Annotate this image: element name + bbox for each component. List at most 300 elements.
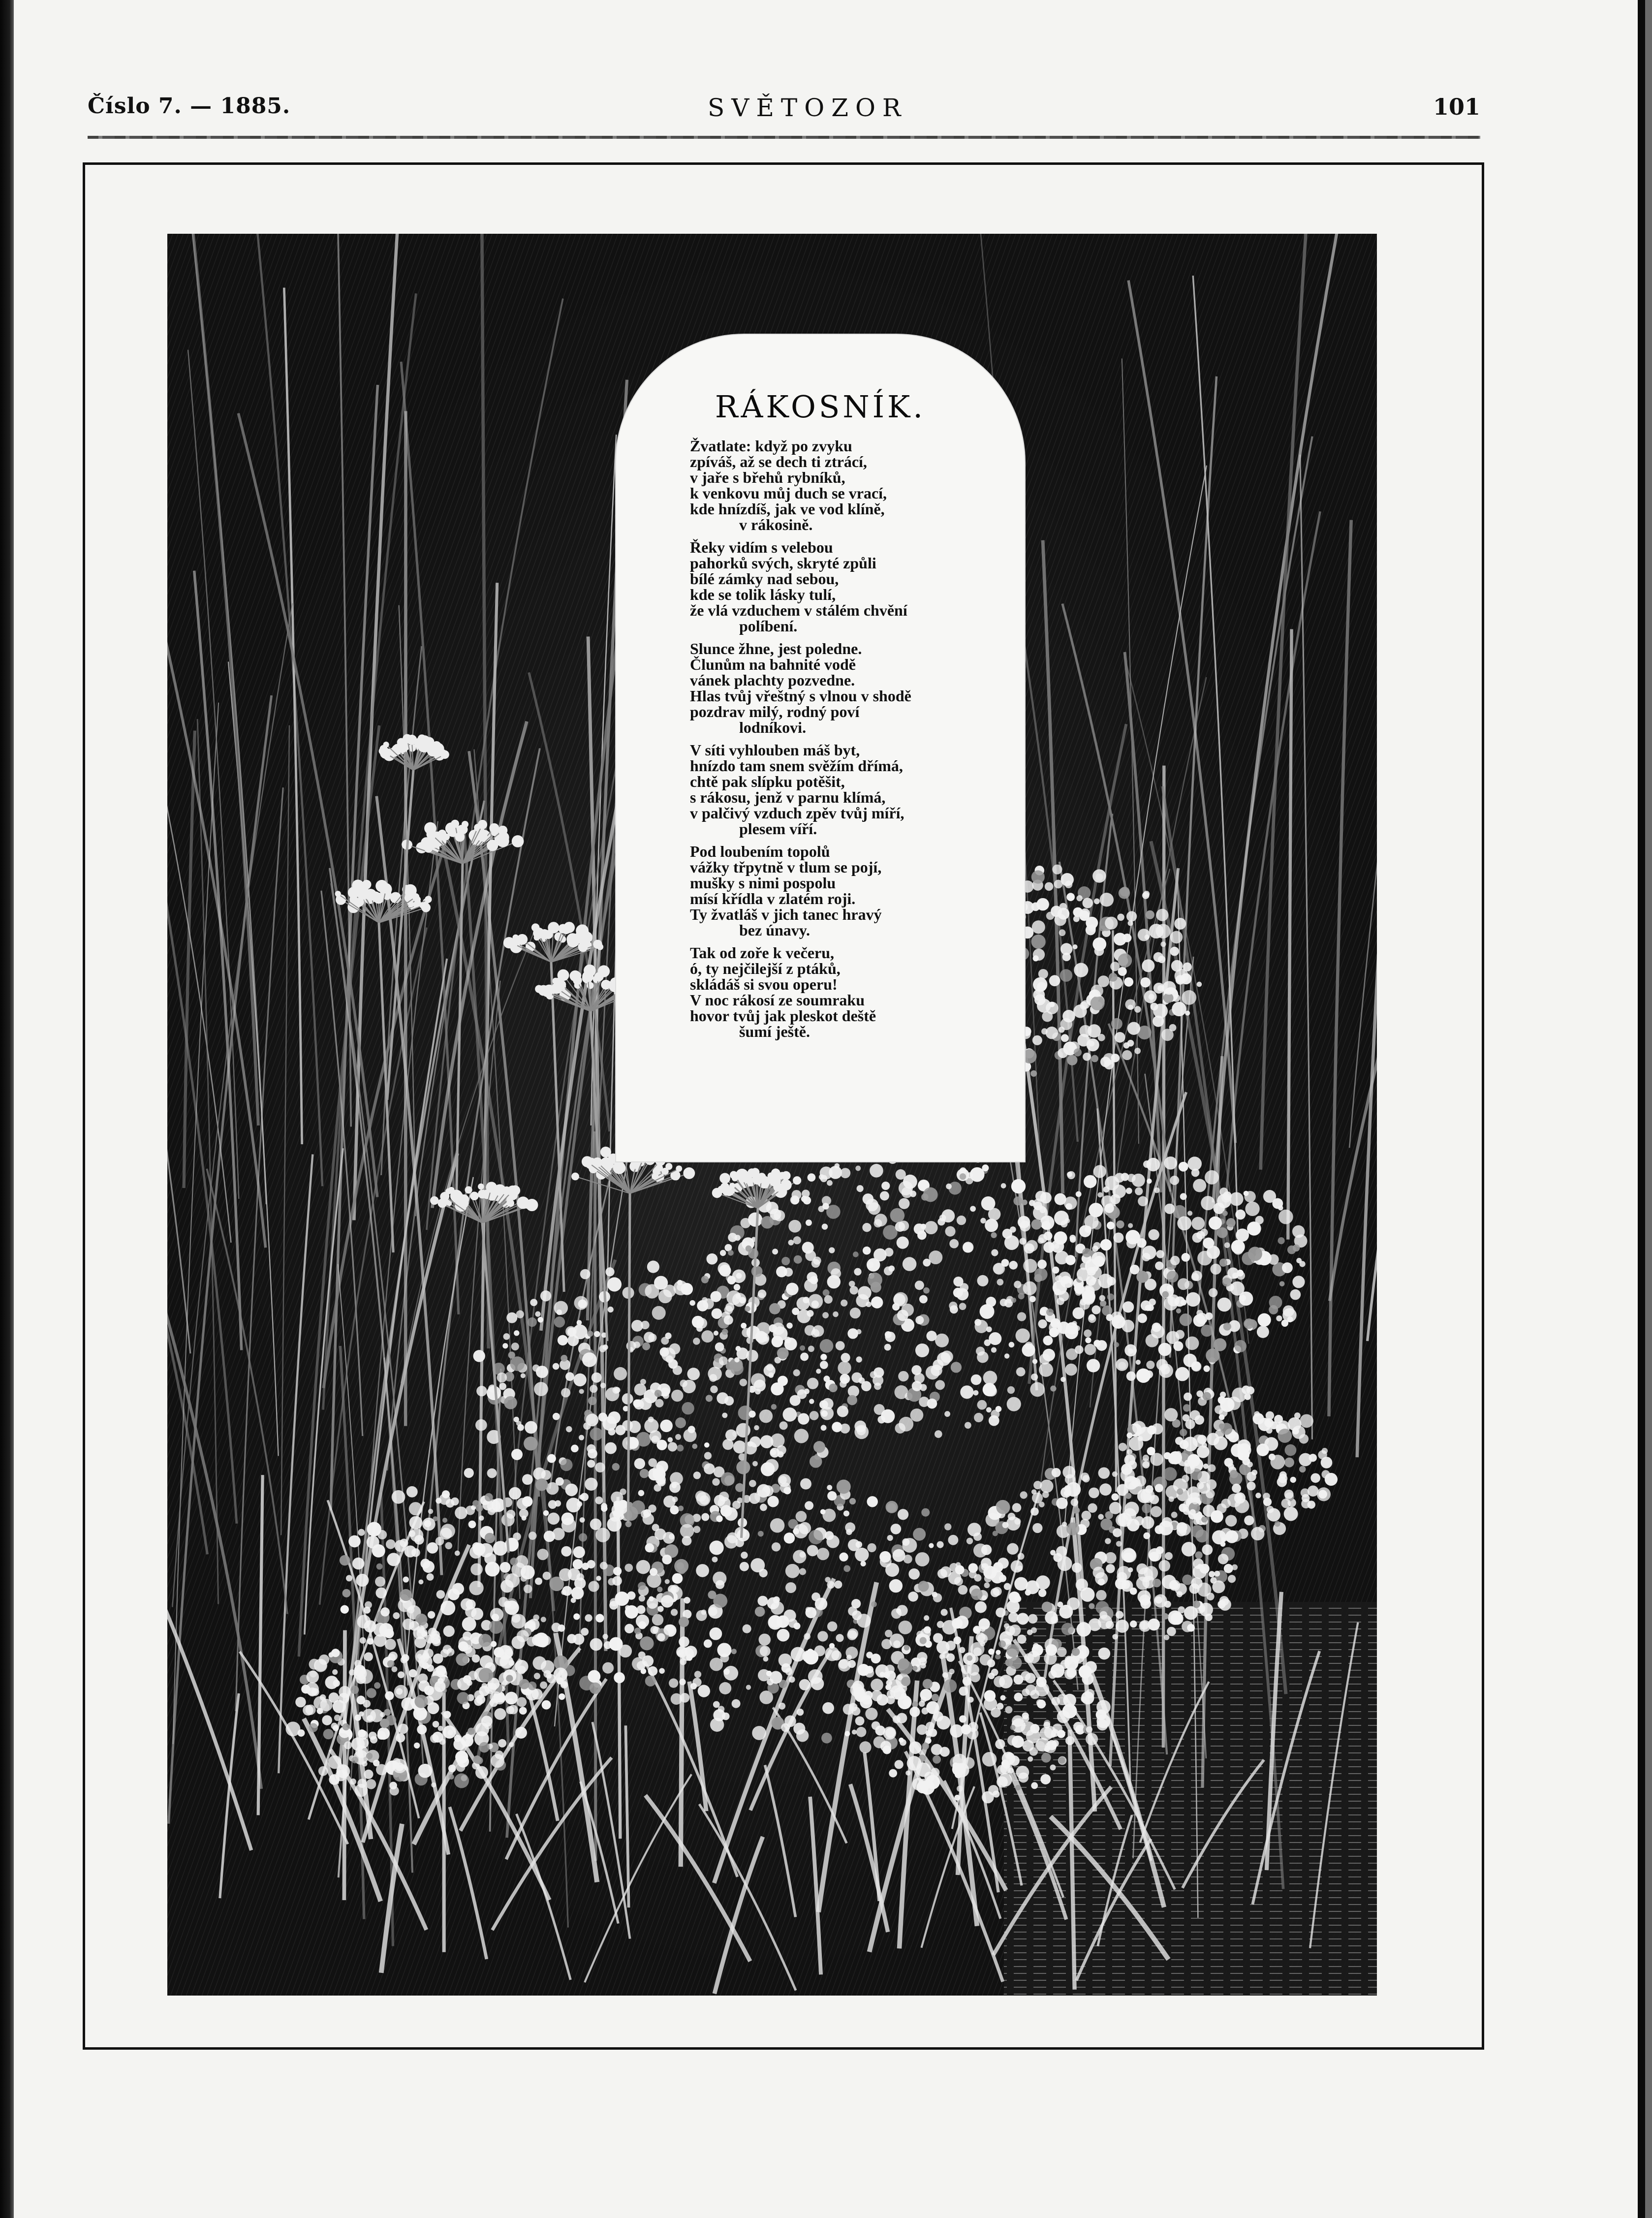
- blossom: [839, 1659, 848, 1669]
- blossom: [344, 1741, 352, 1749]
- blossom: [1162, 981, 1176, 995]
- blossom: [1106, 1314, 1113, 1321]
- blossom: [1245, 1191, 1256, 1202]
- blossom: [1146, 910, 1154, 919]
- blossom: [746, 1246, 752, 1252]
- blossom: [925, 1221, 938, 1234]
- umbel-floret: [613, 1161, 626, 1174]
- blossom: [541, 1617, 546, 1622]
- blossom: [1037, 1259, 1047, 1269]
- blossom: [754, 1425, 759, 1430]
- blossom: [961, 1724, 971, 1735]
- blossom: [998, 1773, 1012, 1787]
- blossom: [1081, 1511, 1091, 1521]
- blossom: [648, 1666, 658, 1676]
- blossom: [1100, 893, 1114, 906]
- blossom: [1184, 1606, 1198, 1620]
- blossom: [1147, 1179, 1152, 1184]
- blossom: [1076, 1579, 1088, 1591]
- blossom: [1258, 1313, 1271, 1327]
- blossom: [1060, 903, 1067, 910]
- blossom: [1127, 1040, 1134, 1047]
- blossom: [822, 1223, 828, 1229]
- blossom: [1245, 1202, 1259, 1216]
- blossom: [511, 1343, 519, 1350]
- blossom: [987, 1659, 995, 1667]
- blossom: [1176, 1309, 1181, 1313]
- blossom: [821, 1425, 827, 1431]
- blossom: [655, 1399, 663, 1407]
- blossom: [1228, 1463, 1234, 1469]
- blossom: [1170, 931, 1183, 944]
- umbel-floret: [561, 924, 571, 934]
- blossom: [1060, 873, 1074, 886]
- blossom: [517, 1666, 526, 1674]
- blossom: [1069, 1235, 1076, 1241]
- blossom: [573, 1613, 580, 1620]
- blossom: [1299, 1466, 1306, 1472]
- blossom: [1158, 1560, 1170, 1572]
- blossom: [640, 1469, 649, 1478]
- blossom: [1059, 1757, 1065, 1763]
- blossom: [636, 1560, 651, 1574]
- blossom: [720, 1250, 726, 1256]
- umbel-floret: [781, 1171, 790, 1180]
- blossom: [997, 1279, 1004, 1285]
- blossom: [758, 1289, 767, 1298]
- blossom: [1237, 1439, 1251, 1453]
- blossom: [912, 1778, 925, 1790]
- blossom: [1164, 1204, 1175, 1214]
- blossom: [1052, 1267, 1059, 1274]
- blossom: [317, 1708, 323, 1714]
- blossom: [1149, 924, 1164, 938]
- blossom: [1142, 1461, 1150, 1468]
- blossom: [936, 1716, 950, 1729]
- blossom: [945, 1226, 955, 1237]
- blossom: [582, 1562, 589, 1570]
- blossom: [704, 1452, 712, 1459]
- blossom: [668, 1437, 673, 1442]
- blossom: [1173, 1341, 1183, 1351]
- blossom: [553, 1363, 560, 1370]
- blossom: [519, 1679, 530, 1689]
- blossom: [996, 1500, 1010, 1514]
- blossom: [831, 1650, 842, 1660]
- umbel-floret: [420, 902, 426, 908]
- umbel-floret: [440, 750, 449, 759]
- blossom: [1164, 1601, 1171, 1608]
- blossom: [988, 1649, 994, 1655]
- blossom: [800, 1478, 811, 1490]
- blossom: [884, 1344, 891, 1351]
- blossom: [1170, 1176, 1179, 1185]
- blossom: [607, 1277, 622, 1291]
- blossom: [696, 1564, 709, 1577]
- blossom: [509, 1487, 521, 1499]
- blossom: [386, 1715, 396, 1725]
- blossom: [793, 1528, 799, 1534]
- blossom: [608, 1428, 616, 1436]
- blossom: [355, 1746, 368, 1758]
- blossom: [935, 1430, 942, 1438]
- blossom: [1186, 1292, 1200, 1307]
- blossom: [901, 1677, 910, 1686]
- blossom: [922, 1743, 929, 1750]
- blossom: [1136, 1577, 1150, 1590]
- blossom: [331, 1649, 340, 1657]
- blossom: [902, 1538, 917, 1553]
- blossom: [1219, 1258, 1227, 1266]
- blossom: [820, 1339, 834, 1353]
- umbel-floret: [542, 986, 553, 997]
- blossom: [850, 1308, 861, 1318]
- blossom: [1138, 1313, 1147, 1323]
- blossom: [357, 1779, 367, 1788]
- blossom: [1172, 1002, 1186, 1017]
- blossom: [517, 1697, 527, 1707]
- blossom: [904, 1645, 909, 1651]
- blossom: [375, 1576, 385, 1587]
- poem-line: kde hnízdíš, jak ve vod klíně,: [690, 500, 885, 518]
- poem-line: Člunům na bahnité vodě: [690, 656, 856, 673]
- umbel-floret: [502, 1187, 511, 1195]
- blossom: [833, 1312, 839, 1317]
- journal-title: SVĚTOZOR: [708, 94, 908, 122]
- blossom: [779, 1703, 785, 1710]
- blossom: [757, 1596, 768, 1606]
- blossom: [634, 1627, 641, 1634]
- blossom: [908, 1568, 920, 1580]
- blossom: [1100, 1057, 1111, 1067]
- blossom: [1007, 1543, 1019, 1555]
- blossom: [736, 1461, 750, 1474]
- blossom: [808, 1173, 816, 1182]
- blossom: [1284, 1458, 1294, 1468]
- blossom: [638, 1490, 645, 1497]
- blossom: [1073, 1722, 1083, 1732]
- blossom: [1116, 1358, 1128, 1371]
- blossom: [823, 1289, 830, 1296]
- blossom: [1170, 947, 1179, 956]
- blossom: [937, 1541, 944, 1548]
- blossom: [943, 1679, 957, 1692]
- blossom: [737, 1498, 743, 1503]
- blossom: [941, 1350, 953, 1363]
- blossom: [1112, 1634, 1118, 1639]
- blossom: [1136, 1360, 1141, 1365]
- blossom: [389, 1781, 397, 1789]
- blossom: [567, 1634, 576, 1643]
- blossom: [1190, 1509, 1196, 1515]
- blossom: [314, 1659, 327, 1672]
- blossom: [669, 1534, 675, 1540]
- blossom: [1042, 1011, 1053, 1022]
- blossom: [977, 1275, 988, 1286]
- blossom: [1183, 1414, 1190, 1422]
- blossom: [443, 1725, 456, 1739]
- blossom: [392, 1759, 406, 1773]
- blossom: [862, 1223, 871, 1232]
- blossom: [413, 1707, 427, 1720]
- blossom: [619, 1645, 632, 1657]
- blossom: [772, 1323, 784, 1335]
- blossom: [1218, 1554, 1228, 1564]
- blossom: [409, 1621, 419, 1631]
- umbel-floret: [457, 1198, 468, 1209]
- blossom: [524, 1585, 532, 1593]
- blossom: [504, 1396, 517, 1409]
- blossom: [350, 1686, 359, 1694]
- blossom: [1171, 1512, 1178, 1518]
- blossom: [560, 1459, 572, 1471]
- blossom: [909, 1742, 922, 1754]
- blossom: [1105, 1552, 1116, 1563]
- blossom: [1075, 1345, 1083, 1354]
- blossom: [1182, 1542, 1196, 1557]
- blossom: [608, 1307, 614, 1312]
- blossom: [472, 1542, 481, 1551]
- poem-line: kde se tolik lásky tulí,: [690, 586, 836, 603]
- blossom: [784, 1268, 793, 1277]
- blossom: [376, 1764, 387, 1776]
- blossom: [973, 1627, 979, 1633]
- umbel-floret: [769, 1175, 781, 1187]
- blossom: [763, 1656, 769, 1662]
- blossom: [335, 1770, 346, 1781]
- blossom: [1098, 1514, 1104, 1520]
- umbel-floret: [606, 1161, 614, 1169]
- blossom: [991, 1347, 997, 1353]
- blossom: [897, 1310, 908, 1321]
- blossom: [479, 1668, 493, 1682]
- blossom: [1059, 929, 1066, 936]
- blossom: [508, 1705, 518, 1714]
- blossom: [1209, 1288, 1217, 1297]
- blossom: [1181, 973, 1192, 985]
- blossom: [485, 1562, 500, 1577]
- blossom: [746, 1350, 758, 1362]
- blossom: [428, 1509, 433, 1514]
- umbel-floret: [440, 1192, 449, 1201]
- poem-title: RÁKOSNÍK.: [715, 389, 926, 425]
- blossom: [973, 1390, 979, 1396]
- blossom: [817, 1548, 829, 1560]
- blossom: [1209, 1217, 1222, 1230]
- blossom: [571, 1445, 579, 1453]
- blossom: [398, 1671, 405, 1678]
- blossom: [374, 1682, 380, 1688]
- blossom: [769, 1303, 780, 1314]
- blossom: [1191, 1525, 1204, 1538]
- blossom: [1150, 1495, 1159, 1504]
- blossom: [387, 1553, 400, 1566]
- blossom: [839, 1553, 848, 1562]
- blossom: [781, 1723, 790, 1732]
- blossom: [1156, 1546, 1164, 1554]
- blossom: [899, 1738, 904, 1743]
- blossom: [602, 1662, 614, 1674]
- poem-line: V noc rákosí ze soumraku: [690, 991, 865, 1009]
- blossom: [1227, 1267, 1239, 1279]
- blossom: [1192, 1233, 1203, 1243]
- blossom: [1017, 1634, 1027, 1644]
- blossom: [1122, 1320, 1134, 1333]
- blossom: [712, 1478, 719, 1486]
- umbel-floret: [592, 1157, 602, 1167]
- blossom: [849, 1498, 856, 1504]
- blossom: [585, 1478, 597, 1491]
- blossom: [959, 1687, 968, 1696]
- blossom: [1031, 1219, 1042, 1229]
- blossom: [559, 1568, 572, 1581]
- blossom: [533, 1615, 539, 1621]
- blossom: [514, 1330, 519, 1336]
- blossom: [960, 1385, 973, 1399]
- blossom: [1182, 1475, 1189, 1482]
- umbel-floret: [533, 928, 544, 939]
- blossom: [1136, 1563, 1147, 1574]
- blossom: [537, 1549, 548, 1560]
- blossom: [1056, 1498, 1068, 1509]
- blossom: [334, 1715, 341, 1721]
- blossom: [809, 1399, 814, 1404]
- blossom: [1126, 1238, 1137, 1249]
- blossom: [748, 1441, 753, 1446]
- blossom: [701, 1513, 709, 1521]
- blossom: [1080, 1519, 1090, 1528]
- blossom: [671, 1390, 683, 1402]
- blossom: [556, 1477, 564, 1486]
- blossom: [600, 1562, 608, 1570]
- blossom: [681, 1283, 693, 1295]
- blossom: [1169, 1497, 1174, 1502]
- blossom: [561, 1546, 571, 1557]
- blossom: [657, 1633, 665, 1641]
- blossom: [1292, 1276, 1305, 1288]
- blossom: [1073, 916, 1080, 922]
- blossom: [648, 1458, 657, 1467]
- blossom: [660, 1387, 669, 1396]
- blossom: [1014, 1675, 1024, 1685]
- blossom: [438, 1726, 443, 1731]
- blossom: [432, 1638, 440, 1646]
- blossom: [777, 1347, 789, 1359]
- blossom: [1284, 1490, 1294, 1499]
- blossom: [661, 1595, 674, 1608]
- blossom: [980, 1304, 995, 1319]
- blossom: [445, 1542, 452, 1550]
- blossom: [797, 1709, 804, 1716]
- page-header: [88, 94, 1480, 138]
- blossom: [759, 1633, 771, 1645]
- blossom: [1016, 1367, 1026, 1376]
- blossom: [502, 1343, 508, 1348]
- poem-line: lodníkovi.: [739, 719, 807, 736]
- umbel-floret: [739, 1176, 746, 1183]
- blossom: [873, 1375, 883, 1386]
- blossom: [976, 1632, 986, 1642]
- blossom: [448, 1765, 456, 1773]
- blossom: [1264, 1418, 1274, 1428]
- blossom: [974, 1574, 981, 1581]
- blossom: [1085, 1661, 1096, 1673]
- blossom: [800, 1552, 806, 1558]
- blossom: [533, 1468, 546, 1480]
- blossom: [358, 1729, 366, 1737]
- blossom: [926, 1331, 936, 1341]
- blossom: [865, 1708, 877, 1720]
- umbel-floret: [535, 985, 543, 993]
- blossom: [984, 1582, 990, 1588]
- blossom: [489, 1620, 503, 1634]
- blossom: [475, 1766, 488, 1779]
- blossom: [1062, 1010, 1075, 1023]
- blossom: [1177, 1216, 1191, 1230]
- blossom: [1092, 869, 1106, 882]
- blossom: [1165, 1552, 1173, 1560]
- blossom: [783, 1487, 791, 1494]
- blossom: [971, 1589, 983, 1600]
- blossom: [898, 1621, 912, 1634]
- poem-line: Žvatlate: když po zvyku: [690, 437, 852, 455]
- blossom: [996, 1607, 1005, 1617]
- blossom: [1164, 1156, 1177, 1170]
- blossom: [924, 1615, 929, 1621]
- blossom: [579, 1435, 584, 1440]
- blossom: [366, 1753, 373, 1759]
- blossom: [333, 1700, 346, 1713]
- blossom: [1141, 1516, 1154, 1529]
- blossom: [1235, 1499, 1249, 1513]
- blossom: [1222, 1278, 1231, 1286]
- blossom: [986, 1386, 997, 1397]
- blossom: [935, 1334, 949, 1347]
- blossom: [598, 1412, 607, 1421]
- blossom: [926, 1366, 939, 1379]
- blossom: [1073, 1507, 1080, 1513]
- blossom: [1278, 1210, 1293, 1224]
- blossom: [454, 1735, 462, 1742]
- blossom: [511, 1614, 520, 1623]
- blossom: [732, 1699, 741, 1708]
- blossom: [724, 1315, 733, 1325]
- blossom: [1187, 1624, 1195, 1632]
- blossom: [509, 1742, 514, 1748]
- blossom: [1160, 941, 1166, 947]
- blossom: [817, 1631, 828, 1641]
- poem-stanza: [690, 742, 1015, 837]
- blossom: [1151, 1003, 1158, 1011]
- blossom: [1089, 1488, 1099, 1499]
- blossom: [650, 1568, 657, 1576]
- blossom: [847, 1328, 858, 1339]
- blossom: [704, 1442, 710, 1448]
- blossom: [963, 1243, 972, 1252]
- poem-line: Pod loubením topolů: [690, 843, 830, 860]
- blossom: [1107, 1221, 1115, 1229]
- blossom: [1031, 1782, 1038, 1789]
- blossom: [871, 1679, 883, 1691]
- blossom: [912, 1666, 917, 1671]
- blossom: [1193, 1600, 1200, 1608]
- blossom: [540, 1682, 547, 1689]
- blossom: [921, 1508, 930, 1517]
- blossom: [1279, 1281, 1285, 1286]
- blossom: [607, 1416, 615, 1424]
- blossom: [1136, 1271, 1148, 1282]
- blossom: [1149, 994, 1154, 1000]
